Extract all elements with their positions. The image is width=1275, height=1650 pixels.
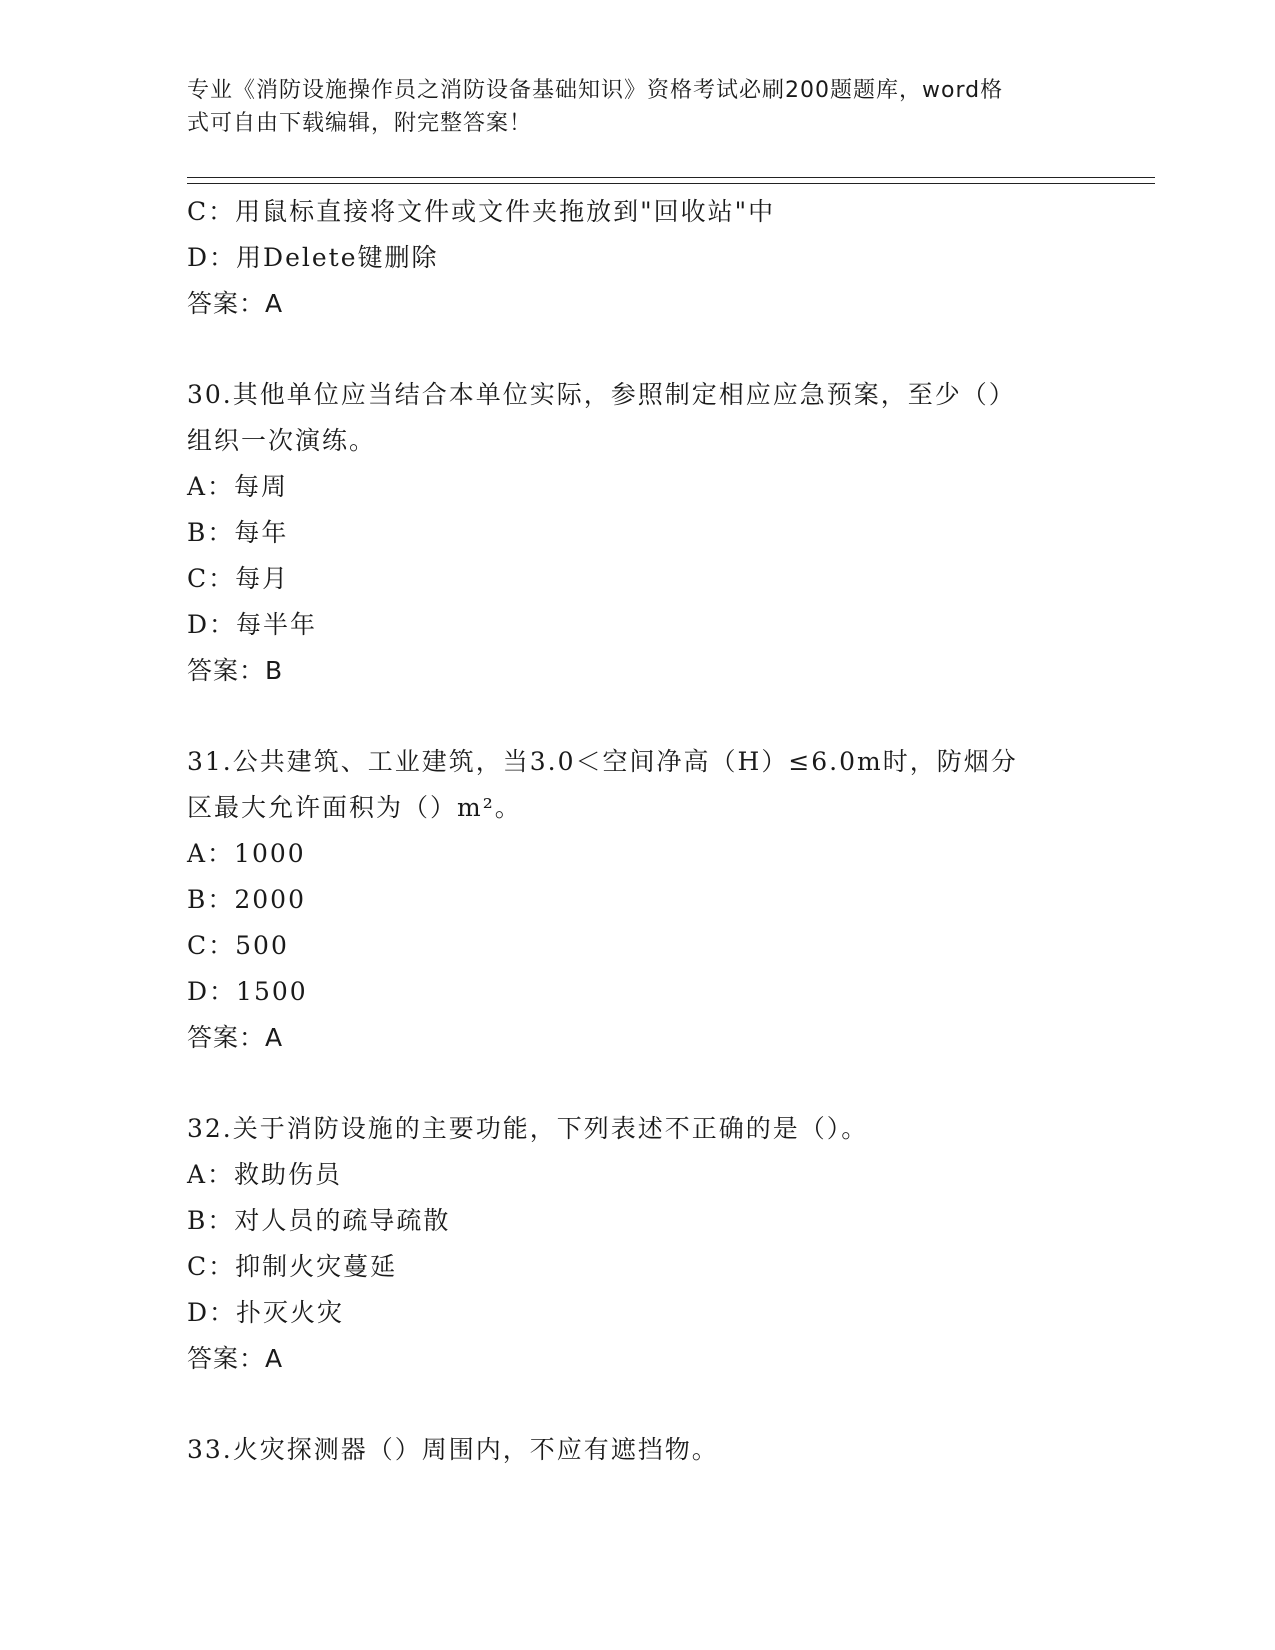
option-c: C：500: [187, 931, 289, 960]
question-stem: 32.关于消防设施的主要功能，下列表述不正确的是（）。: [187, 1114, 869, 1143]
document-header: [187, 74, 1067, 140]
answer: 答案：B: [187, 656, 284, 685]
question-stem-continued: 区最大允许面积为（）m²。: [187, 793, 522, 822]
question-33: [187, 1427, 1087, 1473]
answer: 答案：A: [187, 1023, 284, 1052]
option-c: C：每月: [187, 564, 290, 593]
question-gap: [187, 1061, 1087, 1106]
header-divider-top: [187, 177, 1155, 178]
answer: 答案：A: [187, 289, 284, 318]
answer: 答案：A: [187, 1344, 284, 1373]
option-a: A：救助伤员: [187, 1160, 343, 1189]
question-list: [187, 189, 1087, 1473]
question-gap: [187, 694, 1087, 739]
question-gap: [187, 1382, 1087, 1427]
option-a: A：每周: [187, 472, 289, 501]
question-stem: 30.其他单位应当结合本单位实际，参照制定相应应急预案，至少（）: [187, 380, 1016, 409]
question-gap: [187, 327, 1087, 372]
question-stem: 33.火灾探测器（）周围内，不应有遮挡物。: [187, 1435, 719, 1464]
option-b: B：2000: [187, 885, 306, 914]
option-c: C：用鼠标直接将文件或文件夹拖放到"回收站"中: [187, 197, 776, 226]
option-d: D：扑灭火灾: [187, 1298, 345, 1327]
option-d: D：用Delete键删除: [187, 243, 439, 272]
option-b: B：每年: [187, 518, 289, 547]
question-31: [187, 739, 1087, 1061]
option-c: C：抑制火灾蔓延: [187, 1252, 398, 1281]
question-29-tail: [187, 189, 1087, 327]
question-30: [187, 372, 1087, 694]
header-title-line-1: 专业《消防设施操作员之消防设备基础知识》资格考试必刷200题题库，word格: [187, 78, 1004, 103]
question-stem-continued: 组织一次演练。: [187, 426, 377, 455]
header-title-line-2: 式可自由下载编辑，附完整答案！: [187, 111, 533, 136]
question-stem: 31.公共建筑、工业建筑，当3.0＜空间净高（H）≤6.0m时，防烟分: [187, 747, 1018, 776]
option-a: A：1000: [187, 839, 306, 868]
option-d: D：每半年: [187, 610, 318, 639]
header-divider-bottom: [187, 183, 1155, 184]
option-b: B：对人员的疏导疏散: [187, 1206, 451, 1235]
option-d: D：1500: [187, 977, 308, 1006]
question-32: [187, 1106, 1087, 1382]
